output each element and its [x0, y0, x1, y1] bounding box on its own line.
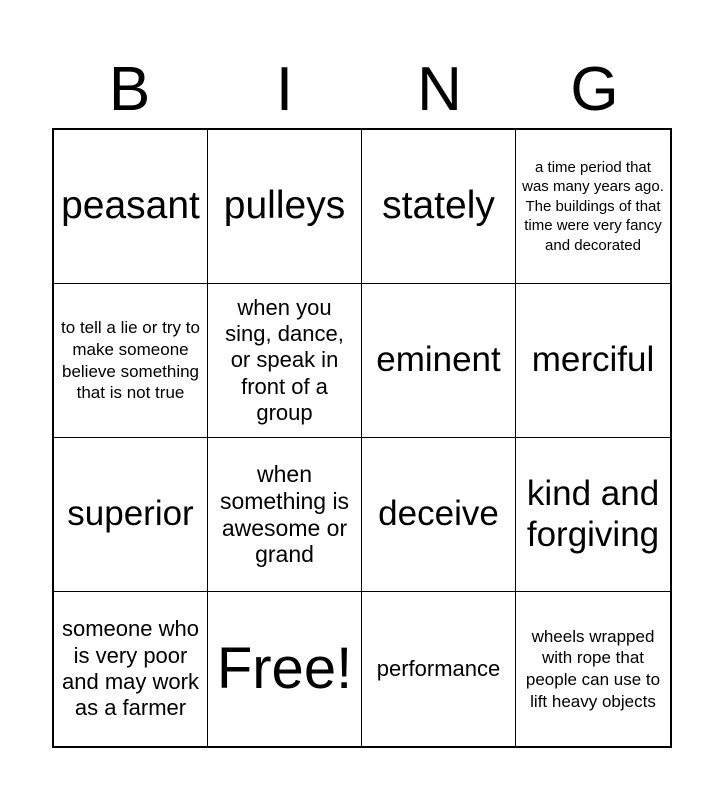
bingo-cell-r1-c2[interactable]: pulleys	[208, 130, 362, 284]
bingo-cell-r2-c4[interactable]: merciful	[516, 284, 670, 438]
header-letter-i: I	[275, 55, 294, 124]
bingo-board	[52, 128, 672, 748]
header-letter-b: B	[108, 55, 151, 124]
bingo-cell-r1-c1[interactable]: peasant	[54, 130, 208, 284]
bingo-free-space[interactable]: Free!	[208, 592, 362, 746]
bingo-cell-r2-c2[interactable]: when you sing, dance, or speak in front of a group	[208, 284, 362, 438]
bingo-cell-r2-c3[interactable]: eminent	[362, 284, 516, 438]
bingo-header	[52, 52, 672, 128]
bingo-cell-r3-c3[interactable]: deceive	[362, 438, 516, 592]
bingo-cell-r3-c4[interactable]: kind and forgiving	[516, 438, 670, 592]
bingo-cell-r3-c2[interactable]: when something is awesome or grand	[208, 438, 362, 592]
bingo-cell-r3-c1[interactable]: superior	[54, 438, 208, 592]
header-letter-n: N	[417, 55, 462, 124]
bingo-cell-r2-c1[interactable]: to tell a lie or try to make someone believe something that is not true	[54, 284, 208, 438]
bingo-cell-r1-c3[interactable]: stately	[362, 130, 516, 284]
bingo-cell-r1-c4[interactable]: a time period that was many years ago. The buildings of that time were very fancy and decorated	[516, 130, 670, 284]
bingo-cell-r4-c1[interactable]: someone who is very poor and may work as a farmer	[54, 592, 208, 746]
bingo-cell-r4-c3[interactable]: performance	[362, 592, 516, 746]
bingo-cell-r4-c4[interactable]: wheels wrapped with rope that people can use to lift heavy objects	[525, 626, 661, 711]
header-letter-g: G	[570, 55, 619, 124]
